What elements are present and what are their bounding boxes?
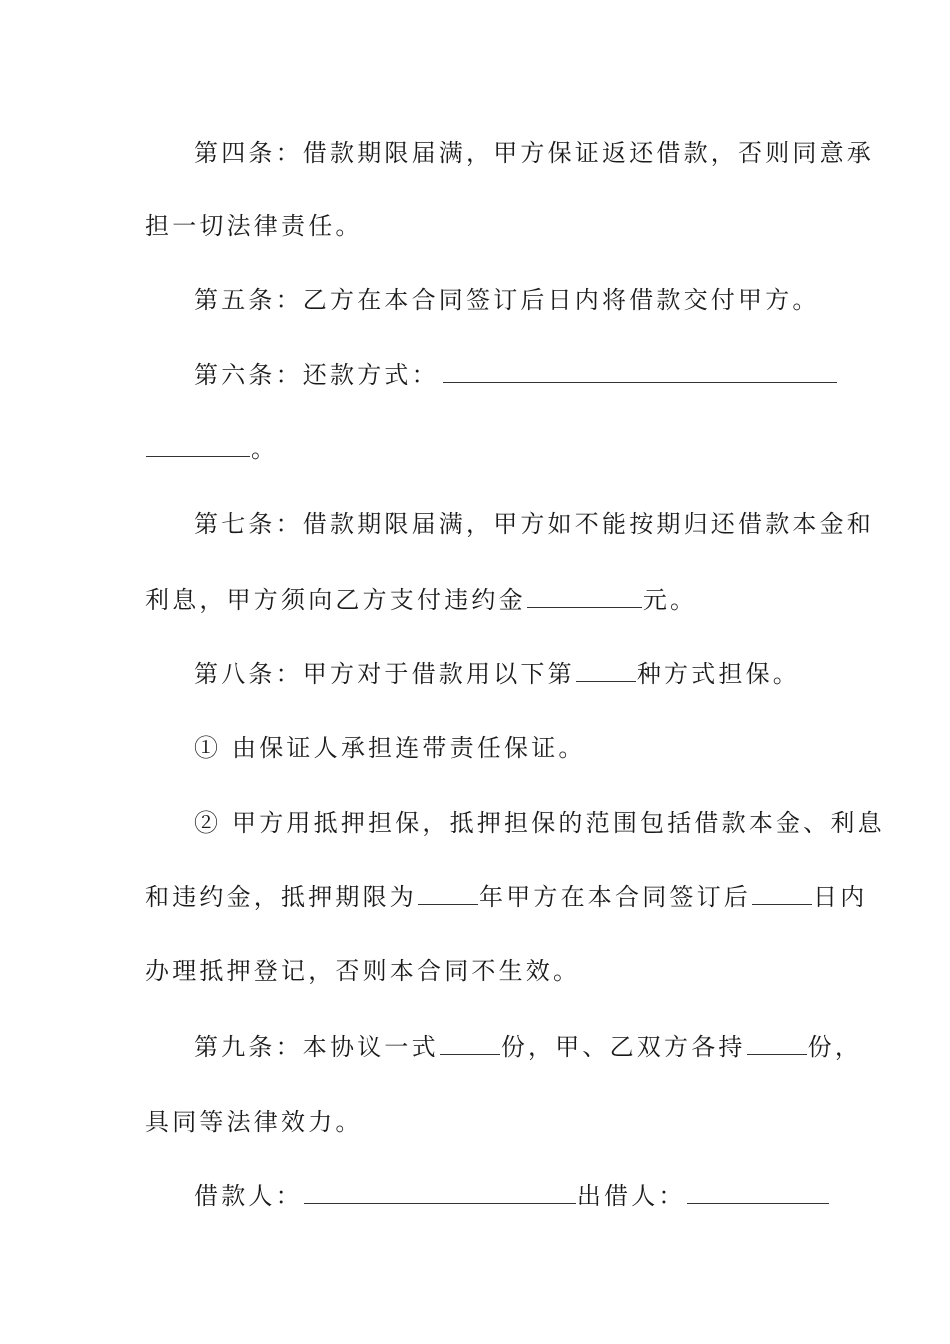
article-8-option-1: ① 由保证人承担连带责任保证。: [194, 734, 586, 762]
copies-each-blank[interactable]: [747, 1034, 807, 1055]
signature-line: [194, 1181, 807, 1211]
article-6-end: 。: [251, 435, 279, 463]
article-7-text-a: 利息，甲方须向乙方支付违约金: [145, 586, 526, 614]
lender-signature-blank[interactable]: [687, 1183, 829, 1204]
article-7-line-1: 第七条：借款期限届满，甲方如不能按期归还借款本金和: [194, 510, 874, 538]
article-8-text-b: 种方式担保。: [636, 660, 801, 688]
total-copies-blank[interactable]: [440, 1034, 500, 1055]
article-9-text-c: 份，: [807, 1033, 863, 1061]
option-2-text-c: 日内: [813, 883, 868, 911]
option-2-text-a: 和违约金，抵押期限为: [145, 883, 417, 911]
article-8-option-2-line-3: 办理抵押登记，否则本合同不生效。: [145, 957, 581, 985]
article-9-text-b: 份，甲、乙双方各持: [500, 1033, 746, 1061]
guarantee-method-blank[interactable]: [576, 661, 636, 682]
borrower-signature-blank[interactable]: [304, 1183, 576, 1204]
mortgage-term-blank[interactable]: [418, 884, 478, 905]
article-9-line-1: [194, 1032, 863, 1062]
article-8-option-2-line-1: ② 甲方用抵押担保，抵押担保的范围包括借款本金、利息: [194, 809, 885, 837]
article-4-line-2: 担一切法律责任。: [145, 212, 363, 240]
article-9-text-a: 第九条：本协议一式: [194, 1033, 439, 1061]
borrower-label: 借款人：: [194, 1182, 303, 1210]
repayment-method-blank[interactable]: [443, 362, 837, 383]
article-6-label: 第六条：还款方式：: [194, 361, 439, 389]
article-8-text-a: 第八条：甲方对于借款用以下第: [194, 660, 575, 688]
article-9-line-2: 具同等法律效力。: [145, 1108, 363, 1136]
article-6-line-1: [194, 360, 807, 390]
article-4-line-1: 第四条：借款期限届满，甲方保证返还借款，否则同意承: [194, 139, 874, 167]
article-8-option-2-line-2: [145, 882, 868, 912]
article-6-line-2: [145, 434, 807, 464]
article-5: 第五条：乙方在本合同签订后日内将借款交付甲方。: [194, 286, 820, 314]
repayment-method-blank-continued[interactable]: [146, 436, 250, 457]
registration-days-blank[interactable]: [752, 884, 812, 905]
penalty-amount-blank[interactable]: [527, 587, 642, 608]
option-2-text-b: 年甲方在本合同签订后: [479, 883, 751, 911]
article-8-line-1: [194, 659, 807, 689]
lender-label: 出借人：: [576, 1182, 686, 1210]
article-7-line-2: [145, 585, 807, 615]
article-7-text-b: 元。: [642, 586, 698, 614]
